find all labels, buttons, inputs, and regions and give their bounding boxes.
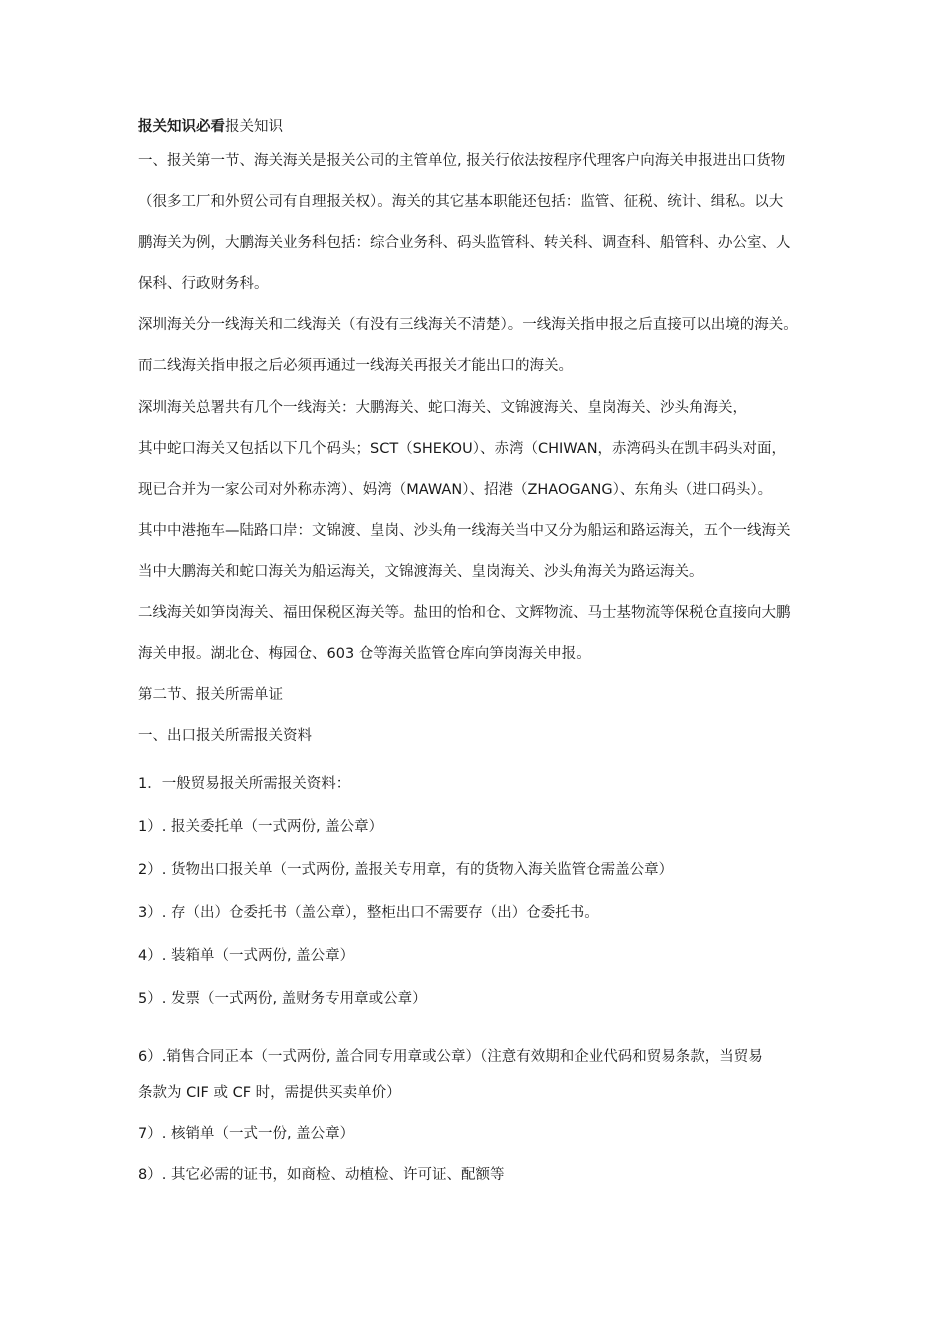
paragraph-line: 鹏海关为例，大鹏海关业务科包括：综合业务科、码头监管科、转关科、调查科、船管科、办公室、人: [138, 235, 791, 251]
list-item: 2）. 货物出口报关单（一式两份, 盖报关专用章，有的货物入海关监管仓需盖公章）: [138, 862, 674, 878]
paragraph-line: 一、报关第一节、海关海关是报关公司的主管单位, 报关行依法按程序代理客户向海关申报进出口货物: [138, 153, 786, 169]
paragraph-line: 深圳海关分一线海关和二线海关（有没有三线海关不清楚）。一线海关指申报之后直接可以出境的海关。: [138, 317, 798, 333]
list-item: 1）. 报关委托单（一式两份, 盖公章）: [138, 819, 384, 835]
paragraph-line: 海关申报。湖北仓、梅园仓、603 仓等海关监管仓库向笋岗海关申报。: [138, 646, 591, 662]
paragraph-line: 保科、行政财务科。: [138, 276, 269, 292]
section-heading: 第二节、报关所需单证: [138, 687, 283, 703]
list-item: 6）.销售合同正本（一式两份, 盖合同专用章或公章）（注意有效期和企业代码和贸易条款，当贸易: [138, 1049, 763, 1065]
subsection-heading: 一、出口报关所需报关资料: [138, 728, 312, 744]
paragraph-line: 现已合并为一家公司对外称赤湾）、妈湾（MAWAN）、招港（ZHAOGANG）、东角头（进口码头）。: [138, 482, 773, 498]
paragraph-line: 其中蛇口海关又包括以下几个码头；SCT（SHEKOU）、赤湾（CHIWAN，赤湾码头在凯丰码头对面，: [138, 441, 787, 457]
paragraph-line: 深圳海关总署共有几个一线海关：大鹏海关、蛇口海关、文锦渡海关、皇岗海关、沙头角海关，: [138, 400, 747, 416]
list-item: 7）. 核销单（一式一份, 盖公章）: [138, 1126, 355, 1142]
list-item: 4）. 装箱单（一式两份, 盖公章）: [138, 948, 355, 964]
list-item: 5）. 发票（一式两份, 盖财务专用章或公章）: [138, 991, 427, 1007]
paragraph-line: 当中大鹏海关和蛇口海关为船运海关，文锦渡海关、皇岗海关、沙头角海关为路运海关。: [138, 564, 704, 580]
paragraph-line: 而二线海关指申报之后必须再通过一线海关再报关才能出口的海关。: [138, 358, 573, 374]
paragraph-line: 其中中港拖车—陆路口岸：文锦渡、皇岗、沙头角一线海关当中又分为船运和路运海关，五个一线海关: [138, 523, 791, 539]
list-item: 8）. 其它必需的证书，如商检、动植检、许可证、配额等: [138, 1167, 505, 1183]
list-heading: 1．一般贸易报关所需报关资料：: [138, 776, 351, 792]
paragraph-line: （很多工厂和外贸公司有自理报关权）。海关的其它基本职能还包括：监管、征税、统计、缉私。以大: [138, 194, 784, 210]
list-item: 3）. 存（出）仓委托书（盖公章），整柜出口不需要存（出）仓委托书。: [138, 905, 599, 921]
title-bold-part: 报关知识必看: [138, 119, 225, 135]
title-regular-part: 报关知识: [225, 119, 283, 135]
paragraph-line: 二线海关如笋岗海关、福田保税区海关等。盐田的怡和仓、文辉物流、马士基物流等保税仓直接向大鹏: [138, 605, 791, 621]
list-item-continuation: 条款为 CIF 或 CF 时，需提供买卖单价）: [138, 1085, 401, 1101]
document-title: [138, 115, 283, 136]
